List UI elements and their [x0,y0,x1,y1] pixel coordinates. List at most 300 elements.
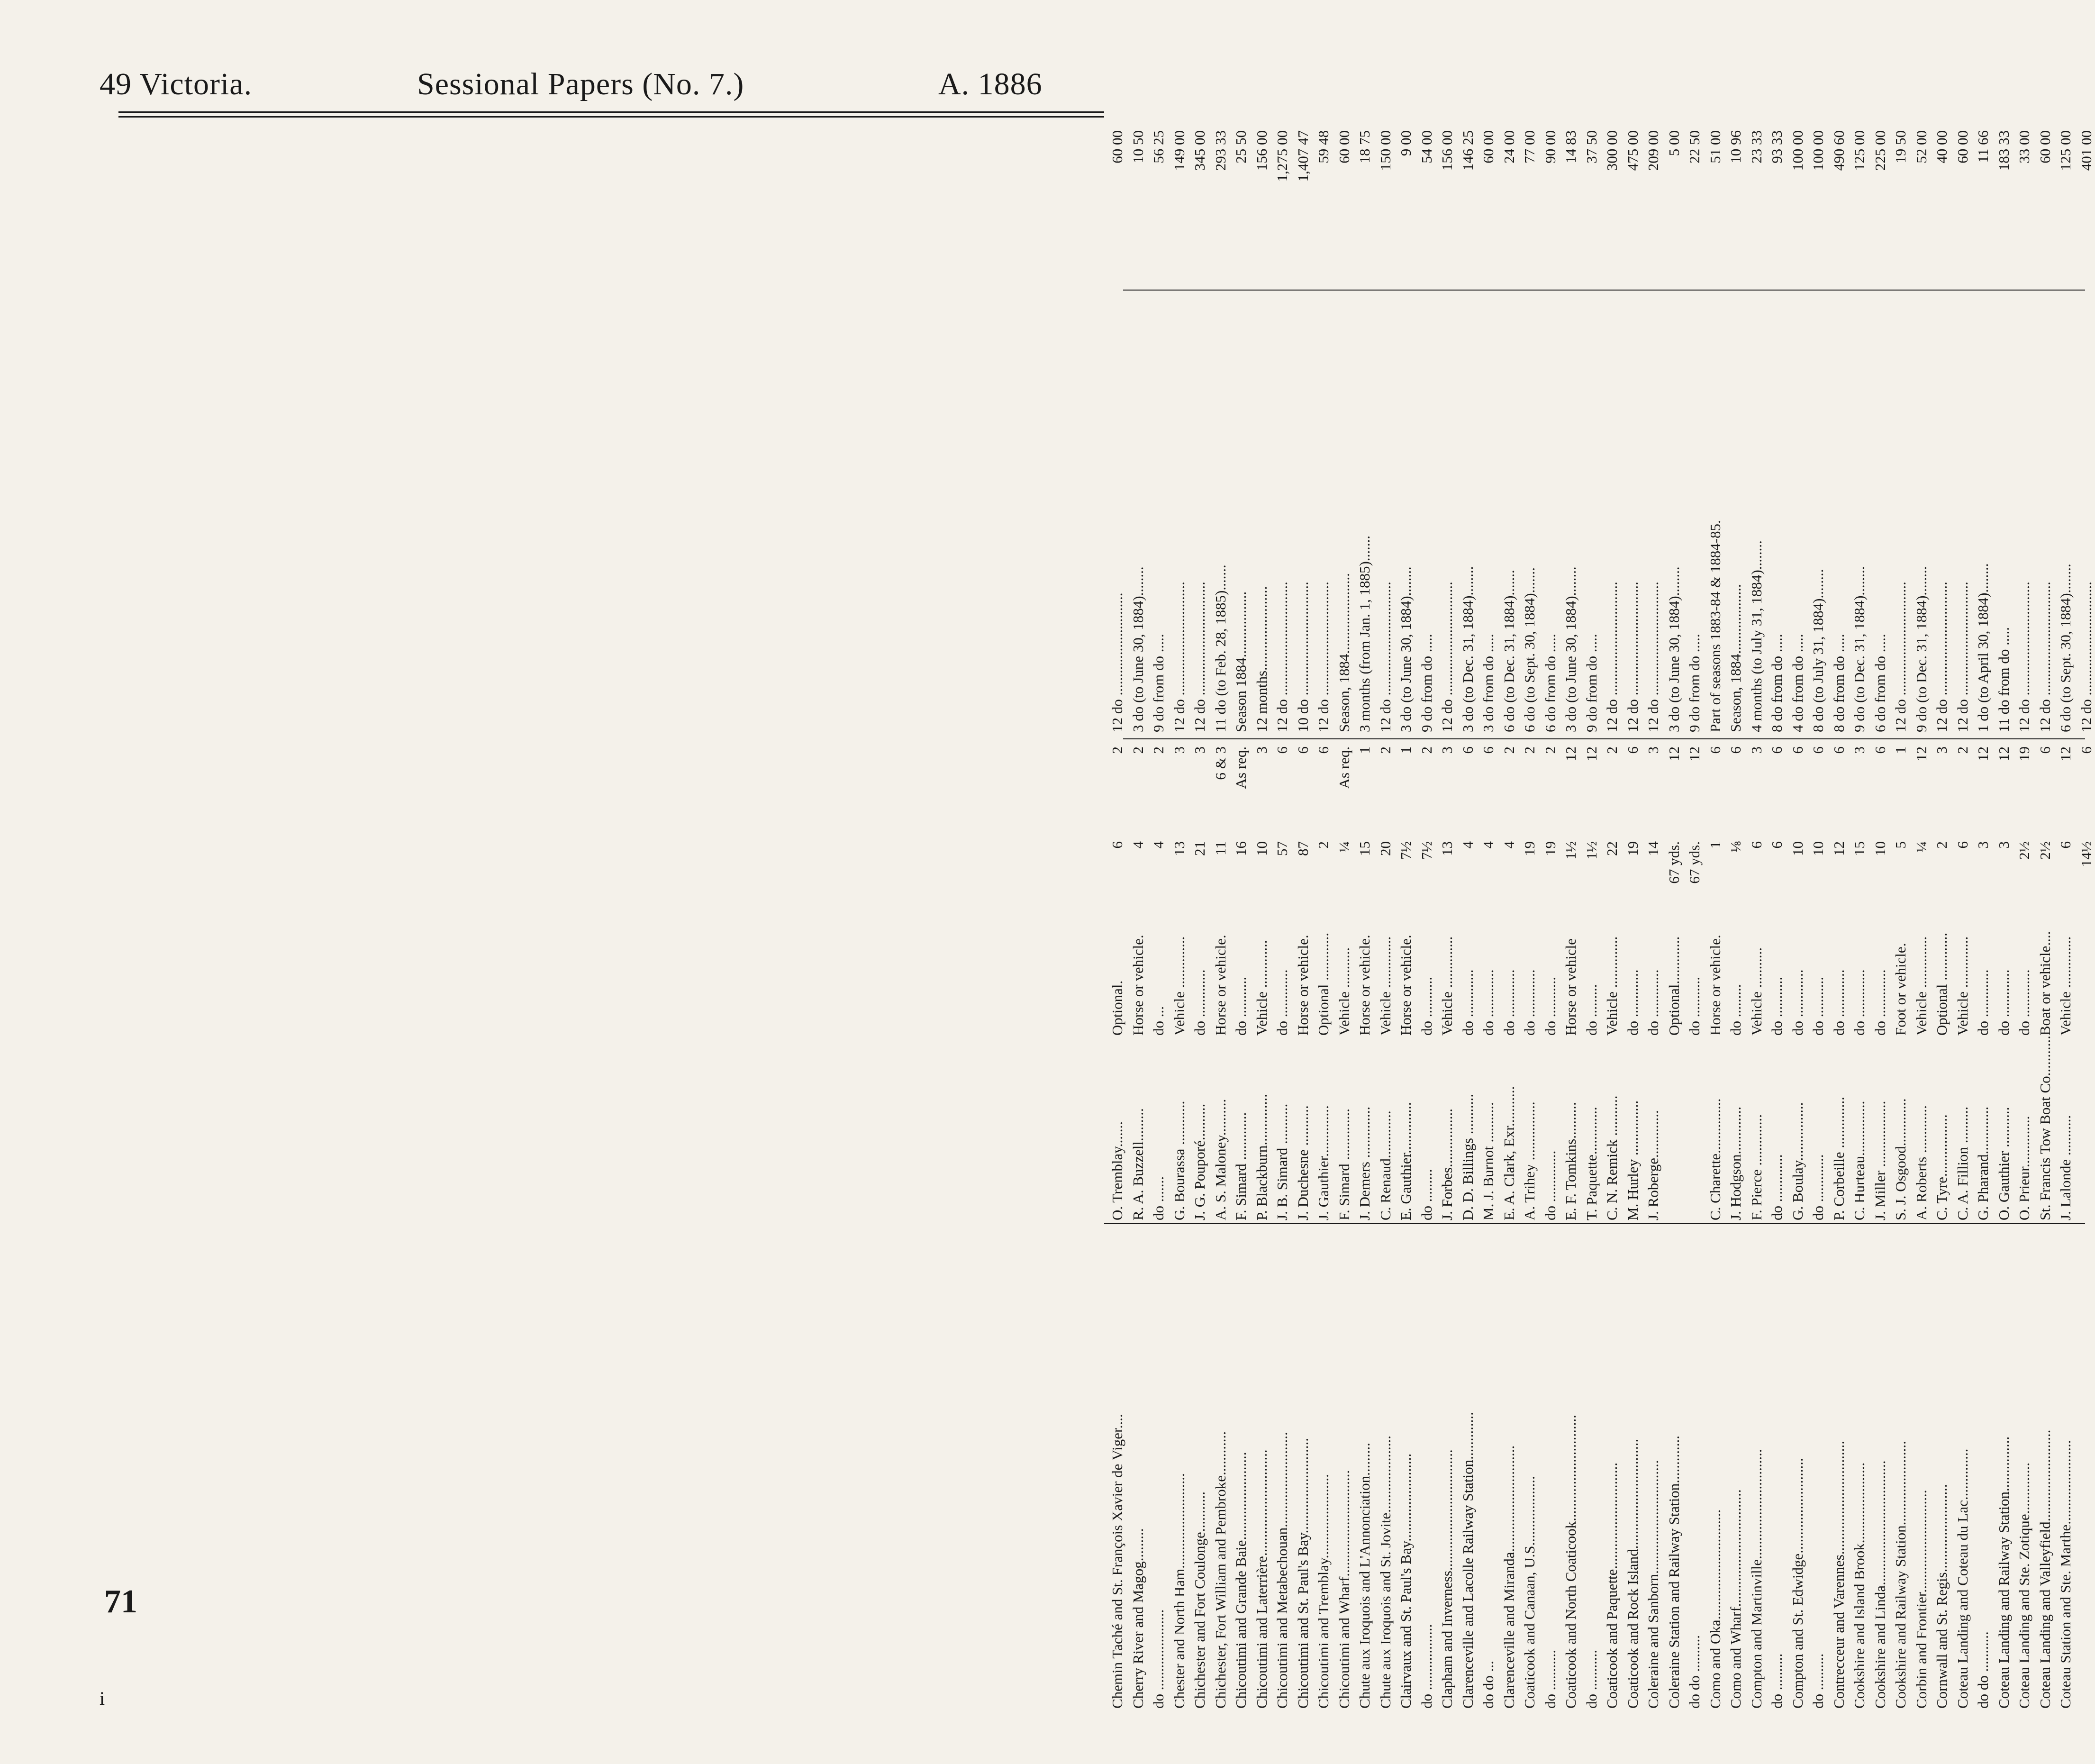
amount-cell: 345 00 [1191,130,1208,171]
distance-cell: 14 [1645,841,1661,856]
contractor-cell: S. J. Osgood............. [1892,1098,1909,1220]
route-cell: Clarenceville and Miranda............................. [1500,1445,1517,1709]
distance-cell: 11 [1212,841,1229,855]
amount-cell: 10 50 [1129,130,1146,164]
route-cell: Chichester and Fort Coulonge........... [1191,1491,1208,1709]
trips-cell: 2 [1377,746,1394,754]
amount-cell: 156 00 [1253,130,1270,171]
amount-cell: 60 00 [1480,130,1496,164]
amount-cell: 475 00 [1624,130,1641,171]
route-cell: do do ........... [1975,1631,1991,1709]
trips-cell: 3 [1191,746,1208,754]
conveyance-cell: Optional. [1109,980,1125,1036]
table-row [1789,121,1806,1709]
table-row [1191,121,1208,1709]
route-cell: Coaticook and North Coaticook............................. [1562,1415,1579,1709]
table-row [1975,121,1992,1709]
trips-cell: 6 [1871,746,1888,754]
term-cell: Season, 1884...................... [1335,573,1352,732]
distance-cell: 6 [1954,841,1971,849]
contractor-cell: J. Miller .................. [1871,1100,1888,1220]
route-cell: Coteau Landing and Coteau du Lac.............. [1954,1448,1971,1709]
conveyance-cell: do ............. [1995,969,2012,1036]
amount-cell: 1,407 47 [1294,130,1311,182]
conveyance-cell: Optional............. [1665,936,1682,1036]
amount-cell: 225 00 [1871,130,1888,171]
trips-cell: 3 [1933,746,1950,754]
contractor-cell: E. Gauthier.............. [1397,1102,1414,1220]
trips-cell: 6 [2036,746,2053,754]
contractor-cell: do ....... [1150,1176,1167,1220]
trips-cell: 3 [1645,746,1661,754]
contractor-cell: J. Duchesne ........... [1294,1105,1311,1220]
contractor-cell: G. Pharand............. [1975,1106,1991,1220]
conveyance-cell: do ............. [2016,969,2032,1036]
trips-cell: 6 [1830,746,1847,754]
conveyance-cell: do ............. [1191,969,1208,1036]
contractor-cell: O. Prieur.............. [2016,1116,2032,1220]
contractor-cell: F. Simard ............. [1233,1112,1249,1220]
term-cell: 12 do ............................... [1954,582,1971,732]
term-cell: 9 do from do ..... [1583,634,1600,732]
term-cell: 9 do from do ..... [1418,634,1435,732]
distance-cell: 6 [1769,841,1785,849]
conveyance-cell: do ............. [1789,969,1806,1036]
table-row [1171,121,1188,1709]
trips-cell: 12 [1975,746,1991,761]
term-cell: 9 do (to Dec. 31, 1884)........ [1913,566,1930,732]
route-cell: Chicoutimi and Metabechouan.......................... [1274,1432,1290,1709]
table-row [1604,121,1621,1709]
amount-cell: 150 00 [1377,130,1394,171]
distance-cell: 19 [1542,841,1559,856]
term-cell: 12 do ............................... [1191,582,1208,732]
route-cell: Compton and Martinville.............................. [1748,1449,1765,1709]
trips-cell: 12 [1913,746,1930,761]
trips-cell: As req. [1335,746,1352,789]
table-row [1233,121,1250,1709]
contractor-cell: A. Roberts ............. [1913,1105,1930,1220]
conveyance-cell: do ............. [1521,969,1538,1036]
amount-cell: 10 96 [1727,130,1744,164]
term-cell: Part of seasons 1883-84 & 1884-85. [1706,520,1723,732]
route-cell: Coteau Landing and Valleyfield......................... [2036,1429,2053,1709]
header-volume: 49 Victoria. [100,67,253,101]
table-row [1913,121,1930,1709]
trips-cell: 6 [1459,746,1476,754]
contractor-cell: P. Blackburn.............. [1253,1094,1270,1220]
contractor-cell: J. Lalonde ........... [2057,1115,2074,1220]
term-cell: 6 do (to Sept. 30, 1884)........ [2057,564,2074,732]
distance-cell: 10 [1871,841,1888,856]
trips-cell: 2 [1954,746,1971,754]
contractor-cell: R. A. Buzzell......... [1129,1108,1146,1220]
table-row [1274,121,1291,1709]
table-row [1583,121,1600,1709]
table-row [1460,121,1477,1709]
trips-cell: 6 [1274,746,1290,754]
table-row [1542,121,1559,1709]
distance-cell: 67 yds. [1665,841,1682,884]
conveyance-cell: do ............. [1500,969,1517,1036]
conveyance-cell: Vehicle .............. [1439,936,1455,1036]
header-title: Sessional Papers (No. 7.) [417,67,744,101]
trips-cell: 2 [1521,746,1538,754]
table-row [1212,121,1229,1709]
conveyance-cell: Horse or vehicle [1562,938,1579,1036]
route-cell: Chemin Taché and St. François Xavier de Viger.... [1109,1414,1125,1709]
amount-cell: 125 00 [2057,130,2074,171]
route-cell: Chute aux Iroquois and St. Jovite..................... [1377,1435,1394,1709]
header-year: A. 1886 [938,67,1043,101]
term-cell: 12 do ............................... [2077,582,2095,732]
distance-cell: 22 [1604,841,1620,856]
trips-cell: 3 [1851,746,1868,754]
conveyance-cell: do ........... [1418,977,1435,1036]
conveyance-cell: do ........... [1810,977,1826,1036]
table-row [1336,121,1353,1709]
conveyance-cell: Horse or vehicle. [1129,935,1146,1036]
rotated-table-container [1104,121,2095,1709]
term-cell: Season 1884.................. [1233,591,1249,732]
conveyance-cell: do ........... [1542,977,1559,1036]
term-cell: 3 do (to June 30, 1884)........ [1129,566,1146,732]
route-cell: Coaticook and Rock Island.............................. [1624,1438,1641,1709]
amount-cell: 14 83 [1562,130,1579,164]
distance-cell: 2½ [2016,841,2032,860]
route-cell: do .................. [1418,1624,1435,1709]
term-cell: 11 do from do ..... [1995,627,2012,732]
term-cell: 9 do from do ..... [1686,634,1703,732]
term-cell: 6 do from do ..... [1871,634,1888,732]
term-cell: 3 do (to June 30, 1884)........ [1562,566,1579,732]
header-rule [118,111,1104,113]
conveyance-cell: do ... [1150,1006,1167,1036]
contractor-cell: E. A. Clark, Exr........... [1500,1086,1517,1220]
conveyance-cell: Optional ............. [1933,933,1950,1036]
conveyance-cell: Horse or vehicle. [1397,935,1414,1036]
route-cell: Coteau Landing and Ste. Zotique.............. [2016,1462,2032,1709]
amount-cell: 100 00 [1810,130,1826,171]
distance-cell: 1 [1706,841,1723,849]
distance-cell: 1½ [1562,841,1579,860]
header-rule-2 [118,116,1104,118]
table-row [1253,121,1270,1709]
term-cell: 12 do ............................... [1170,582,1188,732]
route-cell: do .......... [1769,1653,1785,1709]
distance-cell: 4 [1480,841,1496,849]
amount-cell: 19 50 [1892,130,1909,164]
term-cell: Season, 1884................... [1727,584,1744,732]
amount-cell: 125 00 [1851,130,1868,171]
distance-cell: 3 [1975,841,1991,849]
distance-cell: 4 [1150,841,1167,849]
distance-cell: 15 [1851,841,1868,856]
table-row [1315,121,1332,1709]
trips-cell: 2 [1500,746,1517,754]
term-cell: 3 months (from Jan. 1, 1885)....... [1356,535,1373,732]
trips-cell: 6 & 3 [1212,746,1229,780]
route-cell: Clarenceville and Lacolle Railway Station............. [1459,1412,1476,1709]
conveyance-cell: Optional ............. [1315,933,1332,1036]
amount-cell: 1,275 00 [1274,130,1290,182]
trips-cell: 3 [1439,746,1455,754]
trips-cell: 1 [1397,746,1414,754]
trips-cell: 6 [1789,746,1806,754]
amount-cell: 300 00 [1604,130,1620,171]
amount-cell: 25 50 [1233,130,1249,164]
distance-cell: 14½ [2077,841,2095,867]
table-row [2037,121,2054,1709]
contractor-cell: O. Gauthier ........... [1995,1107,2012,1220]
term-cell: 12 do ............................... [1892,582,1909,732]
distance-cell: 2 [1933,841,1950,849]
term-cell: 12 months....................... [1253,586,1270,732]
conveyance-cell: Boat or vehicle.... [2036,931,2053,1036]
route-cell: Chicoutimi and Grande Baie........................ [1233,1452,1249,1709]
contractor-cell: St. Francis Tow Boat Co........... [2036,1036,2053,1220]
route-cell: Chichester, Fort William and Pembroke............ [1212,1431,1229,1709]
conveyance-cell: do ........... [1233,977,1249,1036]
amount-cell: 100 00 [1789,130,1806,171]
distance-cell: 20 [1377,841,1394,856]
amount-cell: 22 50 [1686,130,1703,164]
trips-cell: 12 [1995,746,2012,761]
contractor-cell: M. J. Burnot ........... [1480,1102,1496,1220]
table-row [1562,121,1579,1709]
amount-cell: 59 48 [1315,130,1332,164]
contractor-cell: C. A. Fillion .......... [1954,1106,1971,1220]
amount-cell: 490 60 [1830,130,1847,171]
trips-cell: As req. [1233,746,1249,789]
table-row [1480,121,1497,1709]
route-cell: Coleraine Station and Railway Station............. [1665,1436,1682,1709]
trips-cell: 6 [1624,746,1641,754]
distance-cell: 10 [1253,841,1270,856]
side-marker: i [100,1688,105,1709]
conveyance-cell: Foot or vehicle. [1892,943,1909,1036]
conveyance-cell: do ........... [1686,977,1703,1036]
contractor-cell: C. Renaud............. [1377,1110,1394,1220]
conveyance-cell: Horse or vehicle. [1212,935,1229,1036]
contractor-cell: D. D. Billings ........... [1459,1094,1476,1220]
table-row [1624,121,1642,1709]
distance-cell: 19 [1624,841,1641,856]
trips-cell: 19 [2016,746,2032,761]
conveyance-cell: Vehicle .............. [1604,936,1620,1036]
trips-cell: 6 [1315,746,1332,754]
conveyance-cell: Vehicle ............. [1253,940,1270,1036]
contractor-cell: C. Charette............... [1706,1098,1723,1220]
amount-cell: 9 00 [1397,130,1414,156]
conveyance-cell: do ........... [1769,977,1785,1036]
term-cell: 3 do (to Dec. 31, 1884)........ [1459,566,1476,732]
contractor-cell: F. Simard .............. [1335,1108,1352,1220]
route-cell: do .......... [1810,1653,1826,1709]
contractor-cell: M. Hurley ............... [1624,1100,1641,1220]
contractor-cell: do ......... [1418,1169,1435,1220]
table-row [2016,121,2033,1709]
table-row [1521,121,1538,1709]
amount-cell: 146 25 [1459,130,1476,171]
route-cell: Chute aux Iroquois and L'Annonciation......... [1356,1443,1373,1709]
distance-cell: 67 yds. [1686,841,1703,884]
route-cell: Coaticook and Paquette............................. [1604,1462,1620,1709]
route-cell: do ...................... [1150,1609,1167,1709]
conveyance-cell: Vehicle ........... [1335,947,1352,1036]
route-cell: do do ... [1480,1661,1496,1709]
trips-cell: 6 [1706,746,1723,754]
conveyance-cell: Vehicle .............. [1170,936,1188,1036]
amount-cell: 60 00 [1335,130,1352,164]
amount-cell: 24 00 [1500,130,1517,164]
amount-cell: 60 00 [1109,130,1125,164]
amount-cell: 54 00 [1418,130,1435,164]
route-cell: Cherry River and Magog......... [1129,1528,1146,1709]
trips-cell: 6 [1810,746,1826,754]
distance-cell: 7½ [1418,841,1435,860]
trips-cell: 2 [1150,746,1167,754]
contractor-cell: C. Hurteau............... [1851,1100,1868,1220]
amount-cell: 5 00 [1665,130,1682,156]
conveyance-cell: do ............. [1624,969,1641,1036]
table-row [1295,121,1312,1709]
route-cell: Clapham and Inverness................................. [1439,1449,1455,1709]
term-cell: 9 do from do ..... [1150,634,1167,732]
amount-cell: 293 33 [1212,130,1229,171]
table-row [1418,121,1435,1709]
trips-cell: 6 [1480,746,1496,754]
distance-cell: 21 [1191,841,1208,856]
contractor-cell: E. F. Tomkins.......... [1562,1102,1579,1220]
amount-cell: 90 00 [1542,130,1559,164]
contractor-cell: J. G. Pouporé.......... [1191,1103,1208,1220]
page-number: 71 [104,1583,137,1620]
term-cell: 10 do ............................... [1294,582,1311,732]
table-row [1995,121,2013,1709]
contractor-cell: T. Paquette............. [1583,1107,1600,1220]
distance-cell: ¼ [1913,841,1930,853]
term-cell: 1 do (to April 30, 1884)........ [1975,563,1991,732]
route-cell: Compton and St. Edwidge.......................... [1789,1458,1806,1709]
contractor-cell: G. Boulay................ [1789,1102,1806,1220]
contractor-cell: P. Corbeille .............. [1830,1097,1847,1220]
term-cell: 3 do (to June 30, 1884)........ [1665,566,1682,732]
table-row [1666,121,1683,1709]
conveyance-cell: Vehicle .............. [1377,936,1394,1036]
contractor-cell: do .............. [1542,1150,1559,1220]
table-row [1356,121,1373,1709]
conveyance-cell: do ............. [1480,969,1496,1036]
trips-cell: 6 [2077,746,2095,754]
distance-cell: 10 [1789,841,1806,856]
term-cell: 3 do (to June 30, 1884)........ [1397,566,1414,732]
amount-cell: 209 00 [1645,130,1661,171]
distance-cell: ⅛ [1727,841,1744,853]
trips-cell: 2 [1604,746,1620,754]
term-cell: 9 do (to Dec. 31, 1884)........ [1851,566,1868,732]
conveyance-cell: do ............. [1274,969,1290,1036]
distance-cell: 16 [1233,841,1249,856]
amount-cell: 11 66 [1975,130,1991,163]
amount-cell: 37 50 [1583,130,1600,164]
route-cell: Coteau Landing and Railway Station............... [1995,1436,2012,1709]
table-row [1130,121,1147,1709]
distance-cell: 6 [1109,841,1125,849]
amount-cell: 18 75 [1356,130,1373,164]
table-row [1892,121,1909,1709]
route-cell: Como and Wharf................................ [1727,1489,1744,1709]
contractor-cell: do ............. [1810,1154,1826,1220]
term-cell: 12 do ............................... [1645,582,1661,732]
distance-cell: 10 [1810,841,1826,856]
term-cell: 12 do ............................ [1109,592,1125,732]
conveyance-cell: do ............. [1459,969,1476,1036]
route-cell: Contrecceur and Varennes............................... [1830,1440,1847,1709]
trips-cell: 1 [1892,746,1909,754]
trips-cell: 3 [1170,746,1188,754]
distance-cell: 4 [1459,841,1476,849]
table-row [1810,121,1827,1709]
term-cell: 12 do ............................... [1933,582,1950,732]
route-cell: Corbin and Frontier............................ [1913,1490,1930,1709]
page-header [0,0,1161,123]
conveyance-cell: Vehicle .............. [1913,936,1930,1036]
route-cell: Chicoutimi and Laterrière............................. [1253,1449,1270,1709]
amount-cell: 40 00 [1933,130,1950,164]
contractor-cell: J. Gauthier.............. [1315,1105,1332,1220]
conveyance-cell: Horse or vehicle. [1356,935,1373,1036]
term-cell: 12 do ............................... [1604,582,1620,732]
trips-cell: 6 [1294,746,1311,754]
route-cell: Cookshire and Island Brook...................... [1851,1462,1868,1709]
term-cell: 12 do ............................... [1439,582,1455,732]
route-cell: do ........... [1542,1650,1559,1709]
amount-cell: 60 00 [2036,130,2053,164]
term-cell: 6 do (to Dec. 31, 1884)....... [1500,570,1517,732]
term-cell: 12 do ............................... [1624,582,1641,732]
contractor-cell: G. Bourassa ............ [1170,1100,1188,1220]
trips-cell: 12 [1562,746,1579,761]
distance-cell: 12 [1830,841,1847,856]
term-cell: 11 do (to Feb. 28, 1885)....... [1212,564,1229,732]
amount-cell: 156 00 [1439,130,1455,171]
amount-cell: 183 33 [1995,130,2012,171]
term-cell: 3 do from do ..... [1480,634,1496,732]
trips-cell: 6 [1769,746,1785,754]
distance-cell: 4 [1500,841,1517,849]
distance-cell: 13 [1170,841,1188,856]
trips-cell: 2 [1418,746,1435,754]
trips-cell: 3 [1253,746,1270,754]
conveyance-cell: Horse or vehicle. [1294,935,1311,1036]
distance-cell: 5 [1892,841,1909,849]
route-cell: Coleraine and Sanborn............................... [1645,1460,1661,1709]
distance-cell: 2½ [2036,841,2053,860]
term-cell: 6 do (to Sept. 30, 1884)....... [1521,567,1538,732]
term-cell: 12 do ............................... [2036,582,2053,732]
term-cell: 4 do from do ..... [1789,634,1806,732]
term-cell: 12 do ............................... [2016,582,2032,732]
distance-cell: 6 [1748,841,1765,849]
amount-cell: 56 25 [1150,130,1167,164]
conveyance-cell: do ............. [1851,969,1868,1036]
route-cell: do do .......... [1686,1635,1703,1709]
distance-cell: 7½ [1397,841,1414,860]
contractor-cell: J. B. Simard ........... [1274,1103,1290,1220]
table-row [2078,121,2095,1709]
conveyance-cell: do ............. [1645,969,1661,1036]
